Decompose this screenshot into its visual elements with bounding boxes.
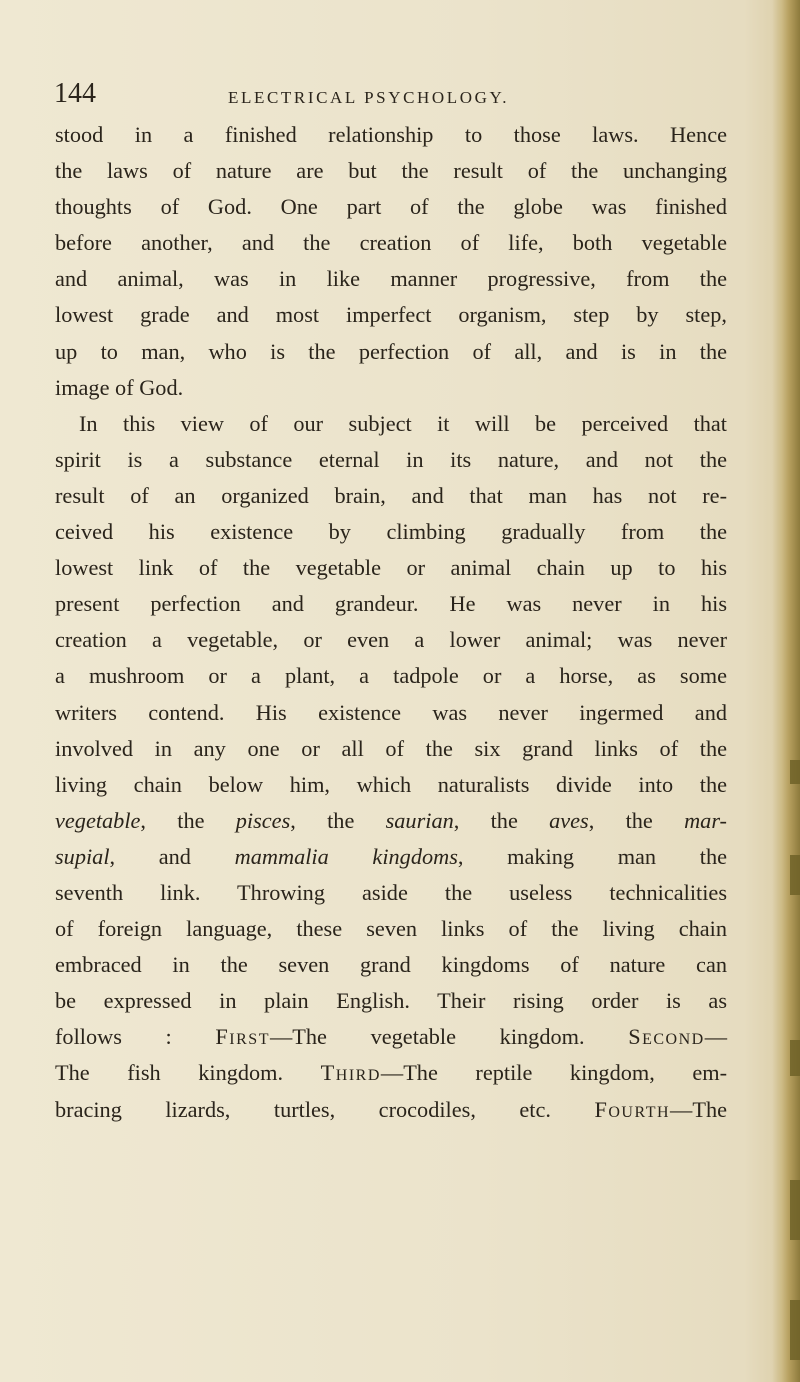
edge-mark — [790, 855, 800, 895]
text-line — [55, 1092, 727, 1128]
edge-mark — [790, 1180, 800, 1240]
text-line: and animal, was in like manner progressive, from the — [55, 266, 727, 292]
text-span: , the — [588, 807, 685, 833]
italic-term: saurian — [385, 807, 454, 833]
edge-mark — [790, 1040, 800, 1076]
italic-term: mammalia kingdoms — [234, 843, 458, 869]
page-number: 144 — [54, 78, 96, 109]
text-line: In this view of our subject it will be perceived that — [79, 410, 727, 436]
text-line: lowest link of the vegetable or animal chain up to his — [55, 555, 727, 581]
text-span: —The — [670, 1096, 727, 1122]
text-span: bracing lizards, turtles, crocodiles, etc. — [55, 1096, 595, 1122]
running-head: ELECTRICAL PSYCHOLOGY. — [228, 88, 510, 107]
small-caps-term: Second — [628, 1024, 705, 1050]
body-text — [55, 117, 727, 1128]
text-line: creation a vegetable, or even a lower animal; was never — [55, 627, 727, 653]
text-span: , the — [290, 807, 386, 833]
text-line: image of God. — [55, 374, 184, 400]
text-line: writers contend. His existence was never ingermed and — [55, 699, 727, 725]
text-span: , making man the — [457, 843, 727, 869]
text-line: result of an organized brain, and that man has not re- — [55, 482, 727, 508]
page-edge-shadow — [772, 0, 800, 1382]
text-line — [55, 1019, 727, 1055]
italic-term: vegetable — [55, 807, 141, 833]
text-span: , and — [109, 843, 235, 869]
small-caps-term: Third — [320, 1060, 381, 1086]
text-line: before another, and the creation of life, both vegetable — [55, 230, 727, 256]
edge-mark — [790, 760, 800, 784]
text-line: lowest grade and most imperfect organism, step by step, — [55, 302, 727, 328]
text-line: stood in a finished relationship to those laws. Hence — [55, 122, 727, 147]
text-span: The fish kingdom. — [55, 1060, 321, 1086]
text-line: involved in any one or all of the six grand links of the — [55, 735, 727, 761]
text-span: , the — [140, 807, 236, 833]
text-span: — — [704, 1024, 727, 1050]
text-line — [55, 839, 727, 875]
text-span: —The reptile kingdom, em- — [380, 1060, 728, 1086]
page-header — [54, 78, 730, 118]
italic-term: mar- — [684, 807, 727, 833]
text-line: seventh link. Throwing aside the useless technicalities — [55, 879, 727, 905]
text-span: follows : — [55, 1024, 216, 1050]
italic-term: aves — [549, 807, 589, 833]
text-line: ceived his existence by climbing gradually from the — [55, 519, 727, 545]
text-line: of foreign language, these seven links of the living chain — [55, 916, 727, 942]
text-line: thoughts of God. One part of the globe was finished — [55, 194, 727, 220]
text-line: present perfection and grandeur. He was never in his — [55, 591, 727, 617]
text-line: be expressed in plain English. Their rising order is as — [55, 988, 727, 1014]
text-line: embraced in the seven grand kingdoms of nature can — [55, 952, 727, 978]
text-line — [55, 803, 727, 839]
text-span: —The vegetable kingdom. — [269, 1024, 629, 1050]
text-span: , the — [453, 807, 550, 833]
text-line: spirit is a substance eternal in its nature, and not the — [55, 446, 727, 472]
text-line: living chain below him, which naturalists divide into the — [55, 771, 727, 797]
italic-term: supial — [55, 843, 110, 869]
small-caps-term: First — [215, 1024, 270, 1050]
small-caps-term: Fourth — [594, 1096, 671, 1122]
italic-term: pisces — [235, 807, 291, 833]
text-line: a mushroom or a plant, a tadpole or a horse, as some — [55, 663, 727, 689]
text-line — [55, 1055, 727, 1091]
text-line: the laws of nature are but the result of the unchanging — [55, 158, 727, 184]
edge-mark — [790, 1300, 800, 1360]
text-line: up to man, who is the perfection of all, and is in the — [55, 338, 727, 364]
